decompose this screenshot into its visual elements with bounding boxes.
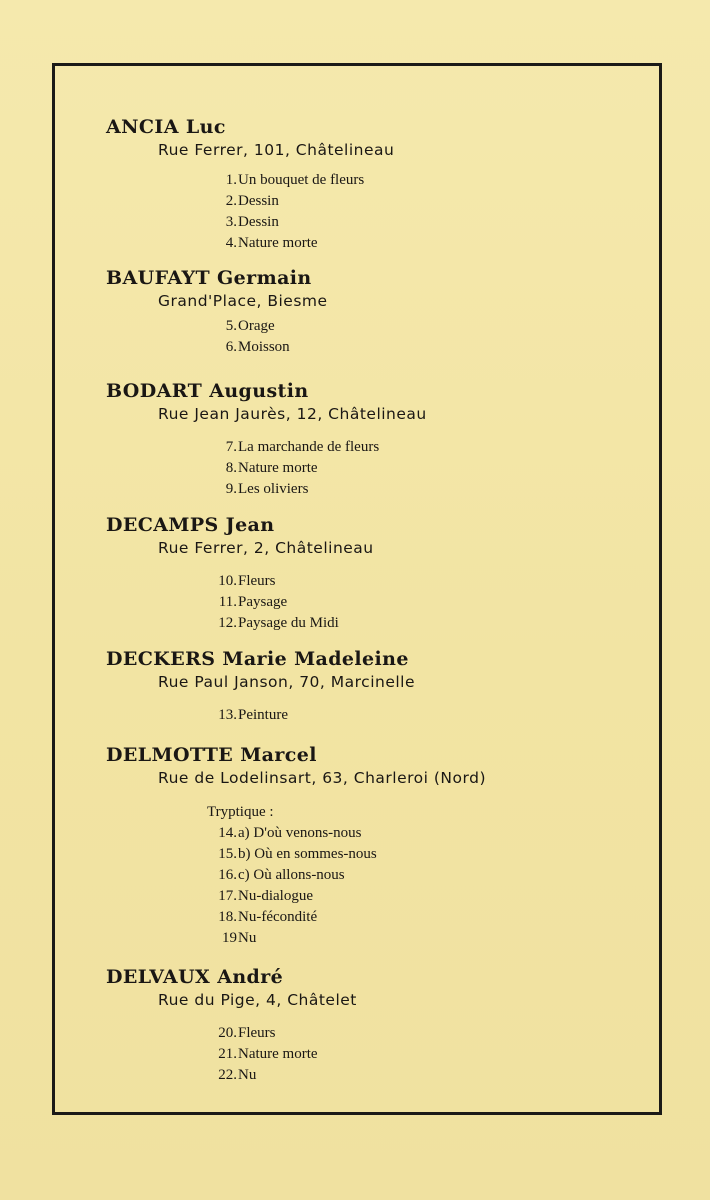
work-title: Fleurs [238, 1025, 276, 1041]
artist-name: DELVAUX André [106, 966, 284, 988]
tryptique-label: Tryptique : [207, 804, 274, 820]
work-item [203, 928, 274, 949]
work-item [203, 1044, 318, 1065]
artist-address: Rue Jean Jaurès, 12, Châtelineau [158, 405, 427, 423]
work-number: 17. [218, 888, 237, 904]
artist-address: Rue du Pige, 4, Châtelet [158, 991, 357, 1009]
work-title: Dessin [238, 193, 279, 209]
work-title: Nature morte [238, 460, 318, 476]
work-number: 10. [218, 573, 237, 589]
work-item [203, 823, 362, 844]
work-title: Peinture [238, 707, 288, 723]
artist-name: BAUFAYT Germain [106, 267, 312, 289]
work-number: 20. [218, 1025, 237, 1041]
artist-name: DELMOTTE Marcel [106, 744, 317, 766]
work-number: 16. [218, 867, 237, 883]
work-title: b) Où en sommes-nous [238, 846, 377, 862]
work-number: 9. [225, 481, 237, 497]
work-number: 19 [222, 930, 237, 946]
artist-name: BODART Augustin [106, 380, 309, 402]
artist-address: Grand'Place, Biesme [158, 292, 328, 310]
work-item [203, 592, 288, 613]
artist-name: DECAMPS Jean [106, 514, 275, 536]
artist-address: Rue Ferrer, 2, Châtelineau [158, 539, 374, 557]
work-title: c) Où allons-nous [238, 867, 345, 883]
work-item [203, 212, 279, 233]
work-title: Paysage du Midi [238, 615, 339, 631]
work-item [203, 1065, 257, 1086]
work-title: Nature morte [238, 235, 318, 251]
artist-address: Rue de Lodelinsart, 63, Charleroi (Nord) [158, 769, 486, 787]
work-number: 14. [218, 825, 237, 841]
work-number: 2. [225, 193, 237, 209]
work-number: 4. [225, 235, 237, 251]
work-item [203, 458, 318, 479]
work-title: Nu-fécondité [238, 909, 318, 925]
work-item [203, 886, 313, 907]
works-list [203, 170, 365, 254]
work-number: 21. [218, 1046, 237, 1062]
work-item [203, 907, 318, 928]
work-number: 18. [218, 909, 237, 925]
work-item [203, 316, 275, 337]
work-title: Fleurs [238, 573, 276, 589]
work-item [203, 479, 309, 500]
works-list [203, 316, 290, 358]
work-number: 13. [218, 707, 237, 723]
work-number: 5. [225, 318, 237, 334]
work-number: 7. [225, 439, 237, 455]
work-item [203, 437, 380, 458]
work-title: Dessin [238, 214, 279, 230]
work-number: 8. [225, 460, 237, 476]
artist-name: ANCIA Luc [106, 116, 226, 138]
work-title: Nature morte [238, 1046, 318, 1062]
work-number: 1. [225, 172, 237, 188]
work-number: 6. [225, 339, 237, 355]
work-title: Paysage [238, 594, 288, 610]
work-item [203, 844, 377, 865]
catalogue-frame [52, 63, 662, 1115]
work-item [203, 705, 288, 726]
work-title: Nu-dialogue [238, 888, 313, 904]
artist-address: Rue Paul Janson, 70, Marcinelle [158, 673, 416, 691]
work-item [203, 865, 345, 886]
works-list [203, 437, 380, 500]
work-item [203, 571, 276, 592]
works-list [203, 705, 288, 726]
work-number: 11. [218, 594, 237, 610]
works-list [203, 802, 377, 949]
artist-address: Rue Ferrer, 101, Châtelineau [158, 141, 395, 159]
work-title: Un bouquet de fleurs [238, 172, 365, 188]
work-title: Les oliviers [238, 481, 309, 497]
work-item [203, 191, 279, 212]
work-item [203, 337, 290, 358]
work-number: 3. [225, 214, 237, 230]
work-item [203, 1023, 276, 1044]
works-list [203, 571, 339, 634]
work-title: Orage [238, 318, 275, 334]
work-title: La marchande de fleurs [238, 439, 380, 455]
work-title: a) D'où venons-nous [238, 825, 362, 841]
work-item [203, 613, 339, 634]
work-title: Nu [238, 1067, 257, 1083]
work-number: 15. [218, 846, 237, 862]
work-title: Nu [238, 930, 257, 946]
work-title: Moisson [238, 339, 290, 355]
work-item [203, 233, 318, 254]
artist-name: DECKERS Marie Madeleine [106, 648, 409, 670]
work-number: 22. [218, 1067, 237, 1083]
works-list [203, 1023, 318, 1086]
work-item [203, 170, 365, 191]
work-number: 12. [218, 615, 237, 631]
